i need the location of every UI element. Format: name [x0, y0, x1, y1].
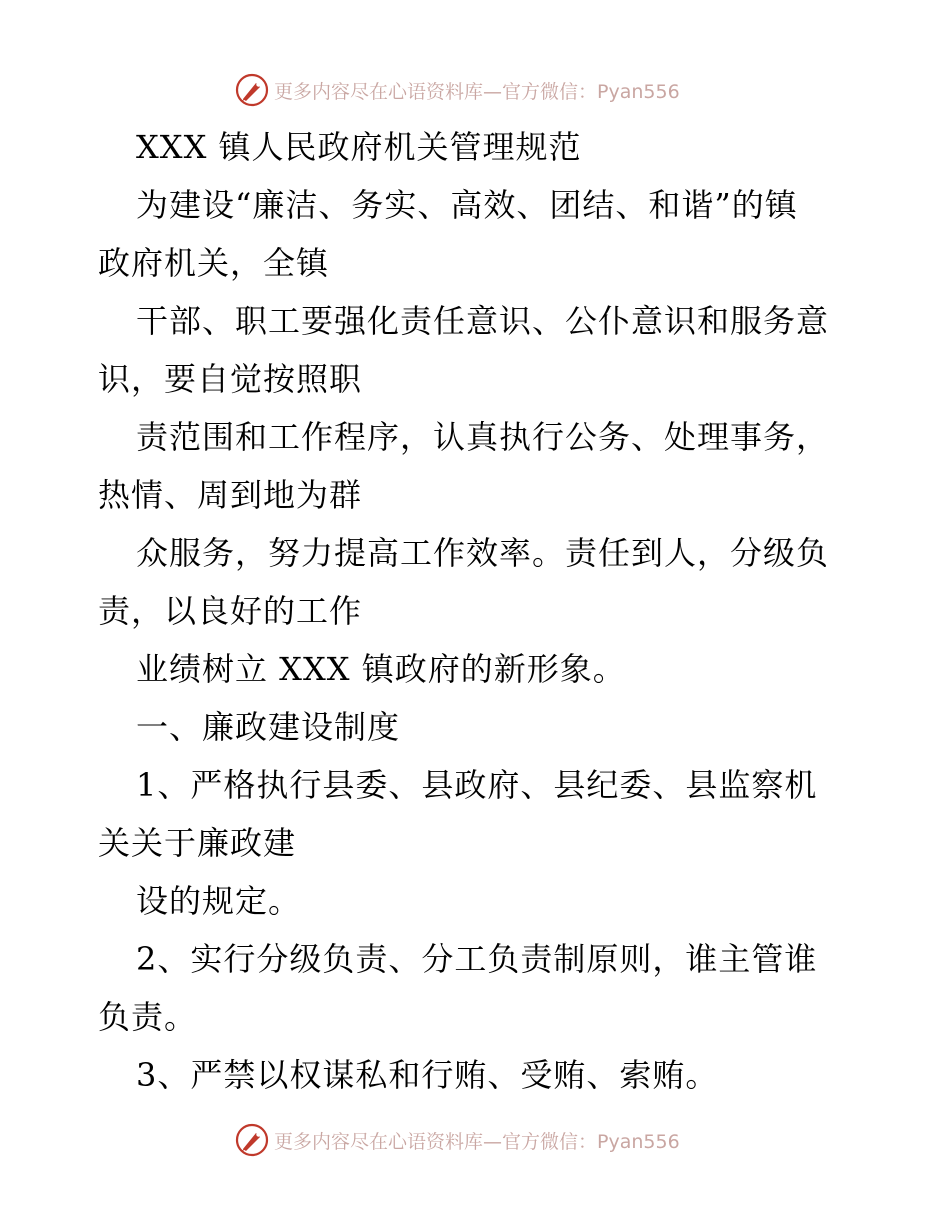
section-heading: 一、廉政建设制度 [136, 708, 401, 746]
paragraph-line: 责范围和工作程序，认真执行公务、处理事务， [136, 418, 830, 456]
paragraph-line: 识，要自觉按照职 [98, 360, 363, 398]
list-item: 1、严格执行县委、县政府、县纪委、县监察机 [136, 766, 818, 804]
footer-watermark [234, 1122, 680, 1158]
pen-nib-logo-icon [234, 72, 270, 108]
document-title: XXX 镇人民政府机关管理规范 [136, 128, 582, 166]
paragraph-line: 为建设“廉洁、务实、高效、团结、和谐”的镇 [136, 186, 798, 224]
list-item-continued: 设的规定。 [136, 882, 302, 920]
list-item-continued: 关关于廉政建 [98, 824, 297, 862]
paragraph-line: 众服务，努力提高工作效率。责任到人，分级负 [136, 534, 830, 572]
watermark-text: 更多内容尽在心语资料库—官方微信：Pyan556 [274, 80, 680, 103]
paragraph-line: 责，以良好的工作 [98, 592, 363, 630]
pen-nib-logo-icon [234, 1122, 270, 1158]
paragraph-line: 干部、职工要强化责任意识、公仆意识和服务意 [136, 302, 830, 340]
paragraph-line: 热情、周到地为群 [98, 476, 363, 514]
paragraph-line: 政府机关，全镇 [98, 244, 330, 282]
paragraph-line: 业绩树立 XXX 镇政府的新形象。 [136, 650, 626, 688]
list-item-continued: 负责。 [98, 998, 198, 1036]
watermark-text: 更多内容尽在心语资料库—官方微信：Pyan556 [274, 1130, 680, 1153]
header-watermark [234, 72, 680, 108]
list-item: 3、严禁以权谋私和行贿、受贿、索贿。 [136, 1056, 719, 1094]
list-item: 2、实行分级负责、分工负责制原则，谁主管谁 [136, 940, 818, 978]
